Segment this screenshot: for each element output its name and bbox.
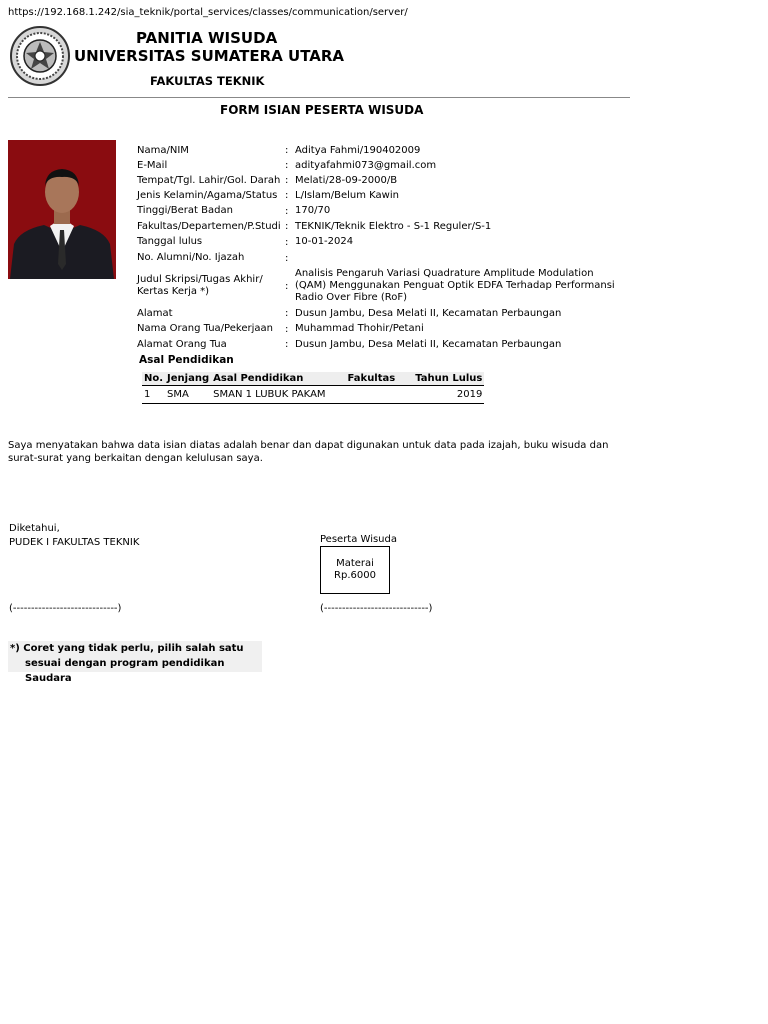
field-label: E-Mail: [137, 159, 168, 171]
header-divider: [8, 97, 630, 98]
committee-title: PANITIA WISUDA: [136, 29, 278, 47]
column-header-faculty: Fakultas: [328, 372, 398, 386]
field-label: Fakultas/Departemen/P.Studi: [137, 220, 281, 232]
table-row: [142, 386, 484, 404]
field-colon: :: [285, 236, 289, 248]
field-value: Dusun Jambu, Desa Melati II, Kecamatan Perbaungan: [295, 338, 562, 350]
participant-signature-line: (-----------------------------): [320, 603, 433, 614]
official-title: PUDEK I FAKULTAS TEKNIK: [9, 537, 140, 548]
field-label: Jenis Kelamin/Agama/Status: [137, 189, 278, 201]
field-colon: :: [285, 205, 289, 217]
stamp-duty-amount: Rp.6000: [334, 570, 376, 581]
field-row-address: [137, 306, 625, 321]
footnote-box: [8, 641, 262, 684]
column-header-graduation-year: Tahun Lulus: [397, 372, 484, 386]
field-row-graduation-date: [137, 234, 625, 250]
footnote-line-1: *) Coret yang tidak perlu, pilih salah satu: [10, 643, 244, 654]
field-row-faculty: [137, 219, 625, 234]
footnote-line-2: sesuai dengan program pendidikan Saudara: [25, 658, 225, 684]
field-label: Judul Skripsi/Tugas Akhir/ Kertas Kerja *): [137, 274, 263, 297]
form-title: FORM ISIAN PESERTA WISUDA: [220, 103, 424, 117]
field-value: TEKNIK/Teknik Elektro - S-1 Reguler/S-1: [295, 220, 492, 232]
field-row-email: [137, 158, 625, 173]
table-cell-school: SMAN 1 LUBUK PAKAM: [211, 386, 327, 404]
faculty-name: FAKULTAS TEKNIK: [150, 74, 265, 88]
field-colon: :: [285, 221, 289, 232]
field-label: Nama Orang Tua/Pekerjaan: [137, 323, 273, 334]
field-colon: :: [285, 339, 289, 350]
field-value: Muhammad Thohir/Petani: [295, 323, 424, 334]
field-value: adityafahmi073@gmail.com: [295, 159, 437, 171]
declaration-statement: Saya menyatakan bahwa data isian diatas adalah benar dan dapat digunakan untuk data pada izajah, buku wisuda dan surat-surat yang berkaitan dengan kelulusan saya.: [8, 440, 609, 464]
field-value: Dusun Jambu, Desa Melati II, Kecamatan Perbaungan: [295, 307, 562, 319]
field-colon: :: [285, 323, 289, 335]
field-colon: :: [285, 175, 289, 186]
acknowledged-label: Diketahui,: [9, 523, 60, 534]
stamp-duty-box: [320, 546, 390, 594]
stamp-duty-label: Materai: [336, 558, 374, 569]
field-row-height-weight: [137, 203, 625, 219]
field-row-thesis-title: [137, 266, 625, 306]
field-colon: :: [285, 280, 289, 292]
field-label: Tinggi/Berat Badan: [137, 205, 233, 216]
field-label: Tanggal lulus: [137, 236, 203, 247]
field-row-name: [137, 143, 625, 158]
table-cell-graduation-year: 2019: [397, 386, 484, 404]
field-colon: :: [285, 190, 289, 201]
participant-signature-label: Peserta Wisuda: [320, 534, 397, 545]
education-origin-title: Asal Pendidikan: [139, 354, 234, 366]
field-colon: :: [285, 145, 289, 156]
field-label: Alamat: [137, 307, 173, 319]
column-header-no: No.: [144, 373, 164, 384]
field-colon: :: [285, 160, 289, 171]
acknowledged-block: [9, 522, 139, 550]
field-row-parent: [137, 321, 625, 337]
education-origin-table: [142, 372, 484, 404]
university-name: UNIVERSITAS SUMATERA UTARA: [74, 47, 345, 65]
field-label: Alamat Orang Tua: [137, 338, 227, 350]
field-label: Tempat/Tgl. Lahir/Gol. Darah: [137, 174, 281, 186]
field-value: Aditya Fahmi/190402009: [295, 144, 421, 156]
table-cell-no: 1: [142, 386, 165, 404]
university-seal-logo: [8, 26, 72, 86]
participant-fields: [137, 143, 625, 352]
field-value: L/Islam/Belum Kawin: [295, 189, 399, 201]
participant-photo: [8, 140, 116, 279]
field-label: No. Alumni/No. Ijazah: [137, 252, 245, 263]
official-signature-line: (-----------------------------): [9, 603, 122, 614]
table-cell-faculty: [328, 386, 398, 404]
field-row-parent-address: [137, 337, 625, 352]
column-header-level: Jenjang: [167, 373, 210, 384]
field-value: 10-01-2024: [295, 236, 354, 247]
field-colon: :: [285, 252, 289, 264]
table-header-row: [142, 372, 484, 386]
field-row-alumni-number: [137, 250, 625, 266]
field-row-birth: [137, 173, 625, 188]
field-row-gender: [137, 188, 625, 203]
page-url: https://192.168.1.242/sia_teknik/portal_services/classes/communication/server/: [8, 7, 408, 18]
field-value: 170/70: [295, 205, 331, 216]
table-cell-level: SMA: [165, 386, 211, 404]
field-value: Analisis Pengaruh Variasi Quadrature Amplitude Modulation (QAM) Menggunakan Penguat Optik EDFA Terhadap Performansi Radio Over Fibre (RoF): [295, 268, 615, 303]
field-colon: :: [285, 308, 289, 319]
field-label: Nama/NIM: [137, 144, 189, 156]
field-value: Melati/28-09-2000/B: [295, 174, 398, 186]
column-header-school: Asal Pendidikan: [211, 372, 327, 386]
